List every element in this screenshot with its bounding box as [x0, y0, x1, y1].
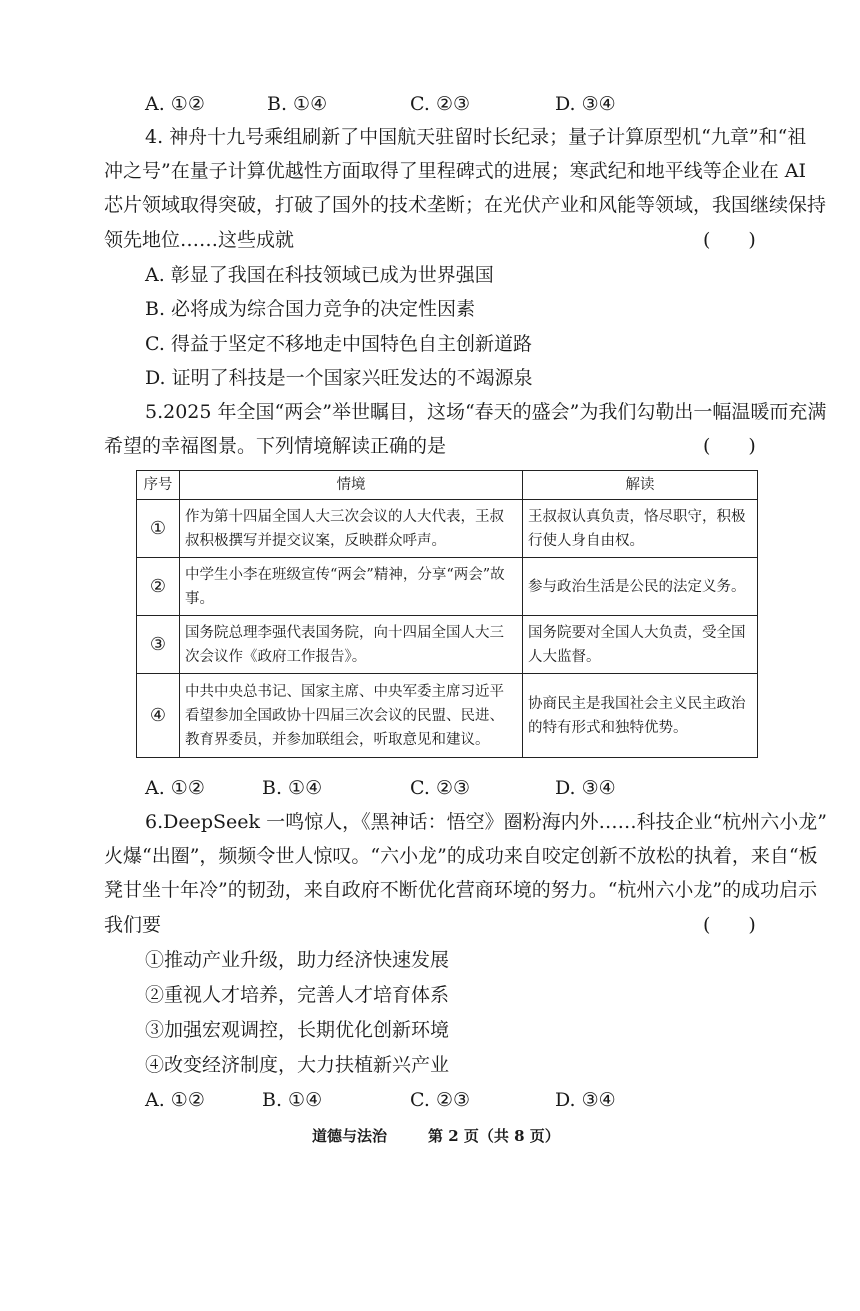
q3-option-d[interactable]: D. ③④ [555, 93, 616, 115]
row-no: ④ [137, 674, 180, 758]
row-interpretation: 协商民主是我国社会主义民主政治的特有形式和独特优势。 [523, 674, 758, 758]
q6-stem-line-1: 6.DeepSeek 一鸣惊人，《黑神话：悟空》圈粉海内外……科技企业“杭州六小龙” [145, 811, 827, 833]
row-no: ② [137, 558, 180, 616]
q4-option-a[interactable]: A. 彰显了我国在科技领域已成为世界强国 [145, 264, 494, 286]
row-situation: 中学生小李在班级宣传“两会”精神，分享“两会”故事。 [180, 558, 523, 616]
q4-stem-line-2: 冲之号”在量子计算优越性方面取得了里程碑式的进展；寒武纪和地平线等企业在 AI [104, 160, 806, 182]
row-interpretation: 国务院要对全国人大负责，受全国人大监督。 [523, 616, 758, 674]
q5-option-c[interactable]: C. ②③ [410, 777, 471, 799]
header-no: 序号 [137, 471, 180, 500]
q6-statement-4: ④改变经济制度，大力扶植新兴产业 [145, 1054, 450, 1076]
q5-table [136, 470, 758, 758]
q5-option-d[interactable]: D. ③④ [555, 777, 616, 799]
table-header-row [137, 471, 758, 500]
q6-stem-line-4: 我们要 [104, 914, 162, 936]
table-row [137, 558, 758, 616]
q3-option-a[interactable]: A. ①② [145, 93, 205, 115]
row-interpretation: 参与政治生活是公民的法定义务。 [523, 558, 758, 616]
q5-option-a[interactable]: A. ①② [145, 777, 205, 799]
q5-answer-blank[interactable]: ( ) [703, 435, 756, 457]
q6-statement-2: ②重视人才培养，完善人才培育体系 [145, 984, 450, 1006]
table-row [137, 674, 758, 758]
q6-option-b[interactable]: B. ①④ [262, 1089, 323, 1111]
q6-option-c[interactable]: C. ②③ [410, 1089, 471, 1111]
q3-option-b[interactable]: B. ①④ [267, 93, 328, 115]
header-situation: 情境 [180, 471, 523, 500]
q5-stem-line-1: 5.2025 年全国“两会”举世瞩目，这场“春天的盛会”为我们勾勒出一幅温暖而充满 [145, 401, 827, 423]
q4-answer-blank[interactable]: ( ) [703, 229, 756, 251]
q6-stem-line-2: 火爆“出圈”，频频令世人惊叹。“六小龙”的成功来自咬定创新不放松的执着，来自“板 [104, 845, 818, 867]
row-situation: 国务院总理李强代表国务院，向十四届全国人大三次会议作《政府工作报告》。 [180, 616, 523, 674]
q4-stem-line-1: 4. 神舟十九号乘组刷新了中国航天驻留时长纪录；量子计算原型机“九章”和“祖 [145, 126, 807, 148]
q3-option-c[interactable]: C. ②③ [410, 93, 471, 115]
q6-statement-3: ③加强宏观调控，长期优化创新环境 [145, 1019, 450, 1041]
table-row [137, 500, 758, 558]
row-interpretation: 王叔叔认真负责，恪尽职守，积极行使人身自由权。 [523, 500, 758, 558]
row-situation: 作为第十四届全国人大三次会议的人大代表，王叔叔积极撰写并提交议案，反映群众呼声。 [180, 500, 523, 558]
row-no: ① [137, 500, 180, 558]
row-situation: 中共中央总书记、国家主席、中央军委主席习近平看望参加全国政协十四届三次会议的民盟、民进、教育界委员，并参加联组会，听取意见和建议。 [180, 674, 523, 758]
footer-subject: 道德与法治 [312, 1127, 388, 1145]
q6-option-d[interactable]: D. ③④ [555, 1089, 616, 1111]
q4-option-b[interactable]: B. 必将成为综合国力竞争的决定性因素 [145, 298, 476, 320]
q4-stem-line-3: 芯片领域取得突破，打破了国外的技术垄断；在光伏产业和风能等领域，我国继续保持 [104, 194, 827, 216]
q6-statement-1: ①推动产业升级，助力经济快速发展 [145, 949, 450, 971]
q5-stem-line-2: 希望的幸福图景。下列情境解读正确的是 [104, 435, 447, 457]
q5-option-b[interactable]: B. ①④ [262, 777, 323, 799]
q4-option-c[interactable]: C. 得益于坚定不移地走中国特色自主创新道路 [145, 333, 532, 355]
q6-stem-line-3: 凳甘坐十年冷”的韧劲，来自政府不断优化营商环境的努力。“杭州六小龙”的成功启示 [104, 879, 818, 901]
q6-answer-blank[interactable]: ( ) [703, 914, 756, 936]
q4-stem-line-4: 领先地位……这些成就 [104, 229, 295, 251]
row-no: ③ [137, 616, 180, 674]
table-row [137, 616, 758, 674]
q6-option-a[interactable]: A. ①② [145, 1089, 205, 1111]
q4-option-d[interactable]: D. 证明了科技是一个国家兴旺发达的不竭源泉 [145, 367, 533, 389]
footer-page-number: 第 2 页（共 8 页） [428, 1127, 560, 1145]
header-interpretation: 解读 [523, 471, 758, 500]
